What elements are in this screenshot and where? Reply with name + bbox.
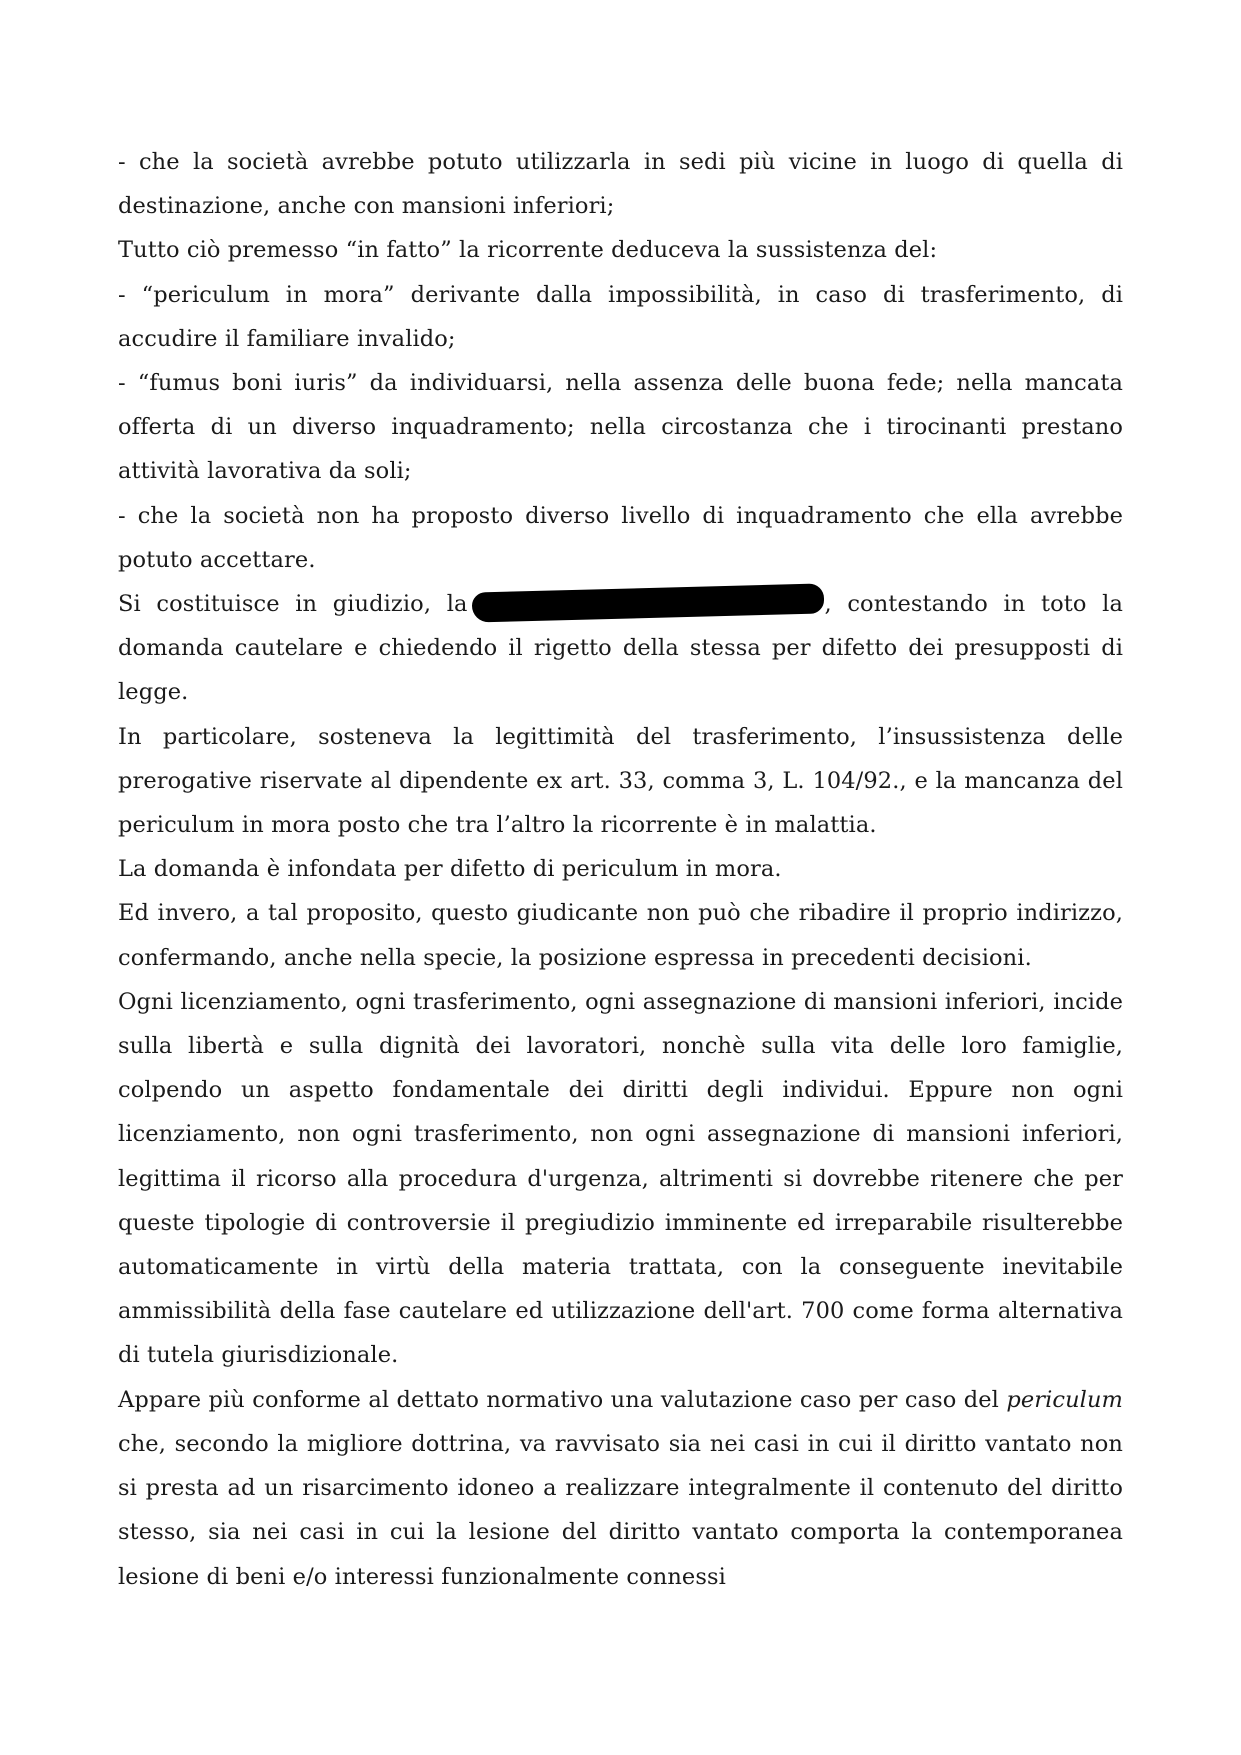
paragraph-11-italic: periculum — [1006, 1386, 1123, 1413]
paragraph-5: - che la società non ha proposto diverso livello di inquadramento che ella avrebbe potuto accettare. — [118, 502, 1123, 573]
paragraph-6 — [118, 582, 1123, 715]
paragraph-11-rest: che, secondo la migliore dottrina, va ravvisato sia nei casi in cui il diritto vantato non si presta ad un risarcimento idoneo a realizzare integralmente il contenuto del diritto stesso, sia nei casi in cui la lesione del diritto vantato comporta la contemporanea lesione di beni e/o interessi funzionalmente connessi — [118, 1430, 1123, 1590]
paragraph-2: Tutto ciò premesso “in fatto” la ricorrente deduceva la sussistenza del: — [118, 237, 938, 264]
paragraph-4: - “fumus boni iuris” da individuarsi, nella assenza delle buona fede; nella mancata offerta di un diverso inquadramento; nella circostanza che i tirocinanti prestano attività lavorativa da soli; — [118, 370, 1123, 485]
document-page — [118, 140, 1123, 1599]
paragraph-10: Ogni licenziamento, ogni trasferimento, ogni assegnazione di mansioni inferiori, incide sulla libertà e sulla dignità dei lavoratori, nonchè sulla vita delle loro famiglie, colpendo un aspetto fondamentale dei diritti degli individui. Eppure non ogni licenziamento, non ogni trasferimento, non ogni assegnazione di mansioni inferiori, legittima il ricorso alla procedura d'urgenza, altrimenti si dovrebbe ritenere che per queste tipologie di controversie il pregiudizio imminente ed irreparabile risulterebbe automaticamente in virtù della materia trattata, con la conseguente inevitabile ammissibilità della fase cautelare ed utilizzazione dell'art. 700 come forma alternativa di tutela giurisdizionale. — [118, 988, 1123, 1369]
paragraph-3: - “periculum in mora” derivante dalla impossibilità, in caso di trasferimento, di accudire il familiare invalido; — [118, 281, 1123, 352]
redaction-mark — [472, 583, 824, 622]
paragraph-6-end: , contestando in toto la domanda cautelare e chiedendo il rigetto della stessa per difetto dei presupposti di legge. — [118, 591, 1123, 706]
paragraph-11 — [118, 1378, 1123, 1599]
paragraph-7: In particolare, sosteneva la legittimità del trasferimento, l’insussistenza delle prerogative riservate al dipendente ex art. 33, comma 3, L. 104/92., e la mancanza del periculum in mora posto che tra l’altro la ricorrente è in malattia. — [118, 723, 1123, 839]
paragraph-11-start: Appare più conforme al dettato normativo una valutazione caso per caso del — [118, 1386, 999, 1413]
paragraph-8: La domanda è infondata per difetto di periculum in mora. — [118, 856, 782, 883]
paragraph-6-start: Si costituisce in giudizio, la — [118, 591, 468, 618]
paragraph-1: - che la società avrebbe potuto utilizzarla in sedi più vicine in luogo di quella di destinazione, anche con mansioni inferiori; — [118, 149, 1123, 220]
paragraph-9: Ed invero, a tal proposito, questo giudicante non può che ribadire il proprio indirizzo, confermando, anche nella specie, la posizione espressa in precedenti decisioni. — [118, 900, 1123, 971]
